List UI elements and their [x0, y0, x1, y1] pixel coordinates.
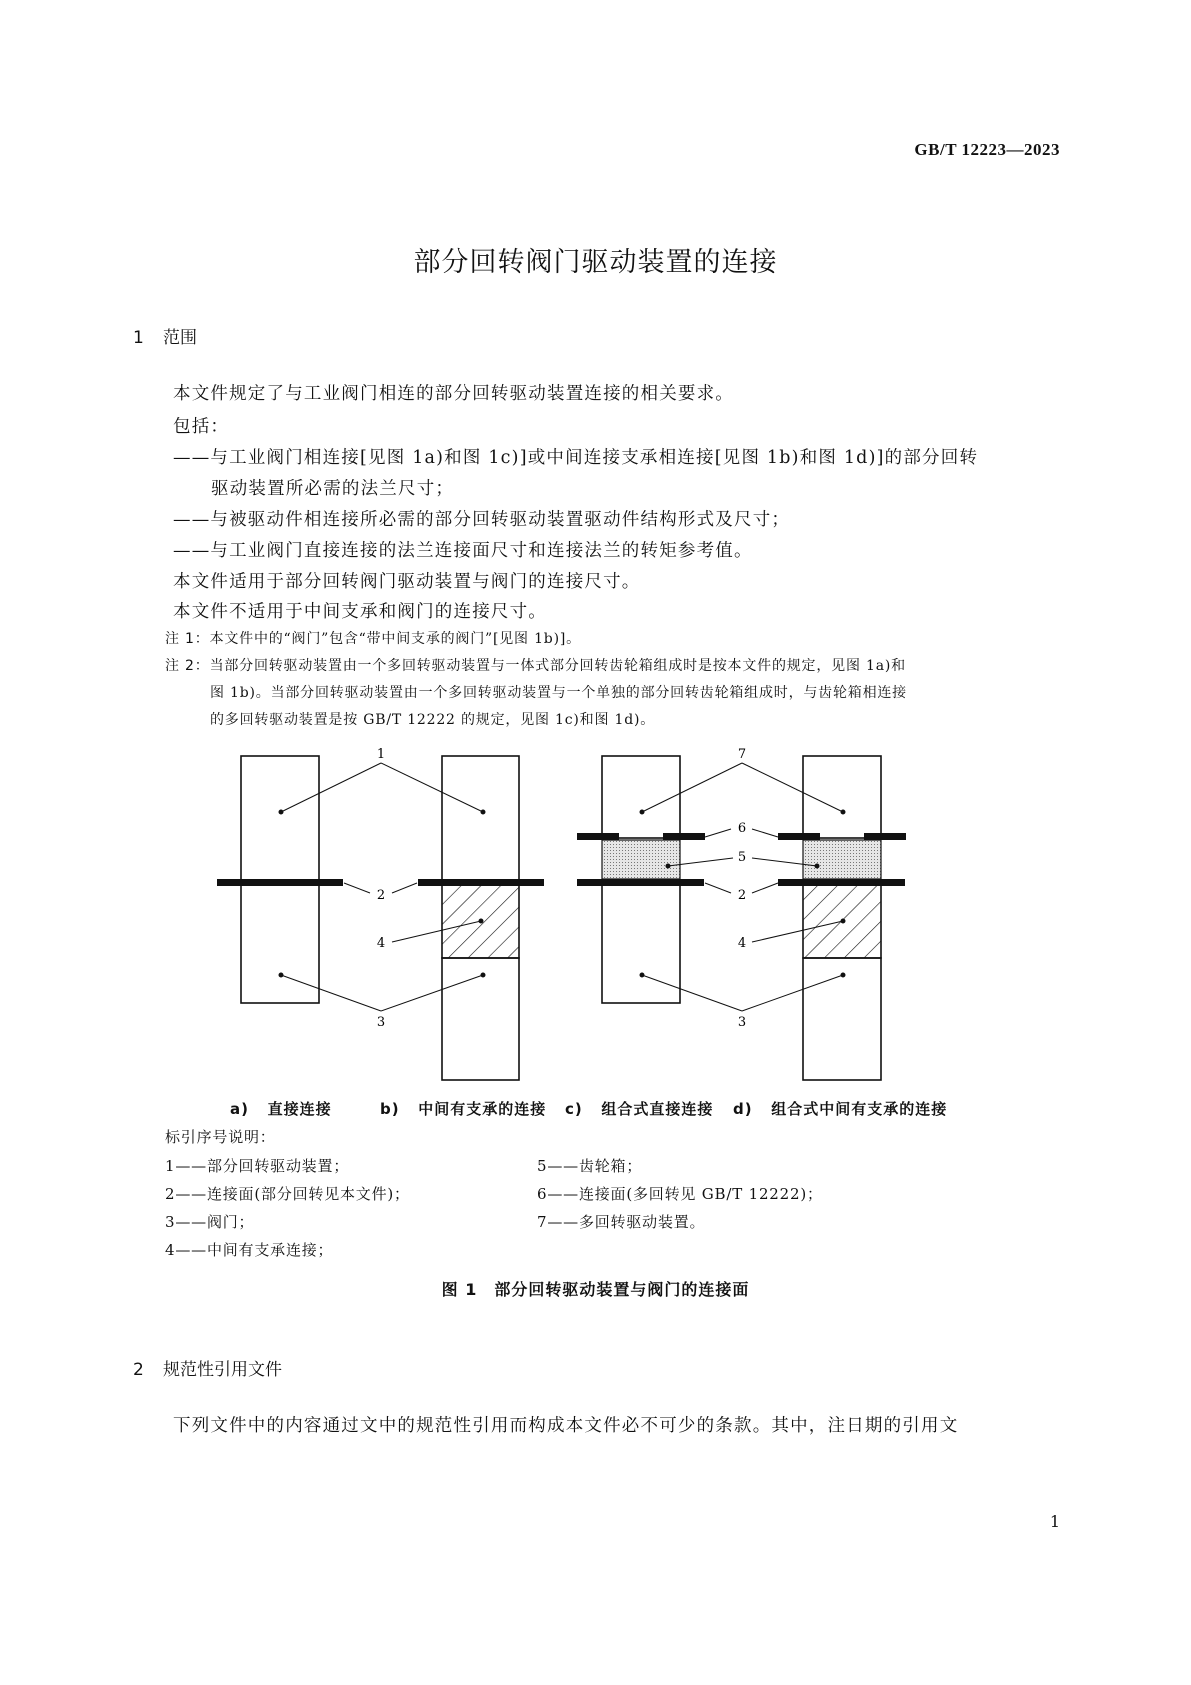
scope-item-1-line-1: ——与工业阀门相连接[见图 1a)和图 1c)]或中间连接支承相连接[见图 1b)和图 1d)]的部分回转	[173, 448, 979, 468]
subcaption-d-label: d)	[733, 1100, 753, 1118]
callout-2-left: 2	[376, 888, 386, 903]
diagram-d-multiturn-actuator	[803, 756, 881, 838]
scope-item-2: ——与被驱动件相连接所必需的部分回转驱动装置驱动件结构形式及尺寸；	[173, 510, 791, 530]
callout-7: 7	[737, 747, 747, 762]
scope-item-1-line-2: 驱动装置所必需的法兰尺寸；	[211, 479, 455, 499]
subcaption-a	[230, 1098, 332, 1119]
legend-item-3: 3——阀门；	[165, 1213, 255, 1231]
scope-paragraph-4: 本文件不适用于中间支承和阀门的连接尺寸。	[173, 602, 547, 622]
subcaption-c-text: 组合式直接连接	[601, 1100, 714, 1118]
references-paragraph-1: 下列文件中的内容通过文中的规范性引用而构成本文件必不可少的条款。其中，注日期的引用文	[173, 1416, 959, 1436]
subcaption-b-label: b)	[380, 1100, 400, 1118]
subcaption-d-text: 组合式中间有支承的连接	[771, 1100, 948, 1118]
note-2-line-2: 图 1b)。当部分回转驱动装置由一个多回转驱动装置与一个单独的部分回转齿轮箱组成时，与齿轮箱相连接	[210, 685, 907, 701]
leader-lines	[279, 763, 845, 1011]
subcaption-b-text: 中间有支承的连接	[418, 1100, 547, 1118]
note-1-label: 注 1：	[165, 631, 210, 647]
diagram-b	[418, 756, 544, 1080]
document-title: 部分回转阀门驱动装置的连接	[413, 247, 778, 278]
diagram-a-actuator	[241, 756, 319, 881]
callout-6: 6	[737, 821, 747, 836]
callout-1: 1	[376, 747, 386, 762]
diagram-b-flange	[418, 879, 544, 886]
diagram-a	[217, 756, 343, 1003]
diagram-c-multiturn-actuator	[602, 756, 680, 838]
section-1-number: 1	[133, 328, 144, 348]
scope-paragraph-1: 本文件规定了与工业阀门相连的部分回转驱动装置连接的相关要求。	[173, 384, 734, 404]
diagram-d-upper-flange-right	[864, 833, 906, 840]
note-2-line-3: 的多回转驱动装置是按 GB/T 12222 的规定，见图 1c)和图 1d)。	[210, 712, 656, 728]
legend-item-4: 4——中间有支承连接；	[165, 1241, 334, 1259]
scope-paragraph-3: 本文件适用于部分回转阀门驱动装置与阀门的连接尺寸。	[173, 572, 641, 592]
page-number: 1	[1049, 1512, 1060, 1531]
note-2-label: 注 2：	[165, 658, 210, 674]
diagram-d-upper-flange-left	[778, 833, 820, 840]
callout-3-right: 3	[737, 1015, 747, 1030]
legend-title: 标引序号说明：	[165, 1128, 276, 1146]
legend-item-7: 7——多回转驱动装置。	[537, 1213, 706, 1231]
diagram-c-upper-flange-left	[577, 833, 619, 840]
scope-item-3: ——与工业阀门直接连接的法兰连接面尺寸和连接法兰的转矩参考值。	[173, 541, 753, 561]
legend-item-1: 1——部分回转驱动装置；	[165, 1157, 350, 1175]
diagram-c-gearbox	[602, 840, 680, 879]
callout-2-right: 2	[737, 888, 747, 903]
note-2-line-1: 当部分回转驱动装置由一个多回转驱动装置与一体式部分回转齿轮箱组成时是按本文件的规定，见图 1a)和	[209, 658, 906, 674]
subcaption-d	[733, 1098, 947, 1119]
section-2-heading	[133, 1355, 282, 1380]
legend-item-6: 6——连接面(多回转见 GB/T 12222)；	[537, 1185, 823, 1203]
subcaption-b	[380, 1098, 546, 1119]
subcaption-a-label: a)	[230, 1100, 249, 1118]
diagram-c-lower-flange	[577, 879, 704, 886]
diagram-a-flange	[217, 879, 343, 886]
diagram-d-lower-flange	[778, 879, 905, 886]
diagram-a-valve	[241, 885, 319, 1003]
legend-item-5: 5——齿轮箱；	[537, 1157, 643, 1175]
diagram-d-gearbox	[803, 840, 881, 879]
diagram-c-upper-flange-right	[663, 833, 705, 840]
section-2-title: 规范性引用文件	[163, 1360, 282, 1380]
subcaption-c	[565, 1098, 713, 1119]
diagram-b-actuator	[442, 756, 519, 881]
subcaption-c-label: c)	[565, 1100, 583, 1118]
callout-5: 5	[737, 850, 747, 865]
scope-paragraph-2: 包括：	[173, 417, 230, 437]
callout-3-left: 3	[376, 1015, 386, 1030]
callout-4-right: 4	[737, 936, 747, 951]
figure-1-title: 图 1 部分回转驱动装置与阀门的连接面	[441, 1280, 750, 1299]
section-1-title: 范围	[163, 328, 197, 348]
callout-4-left: 4	[376, 936, 386, 951]
diagram-d	[778, 756, 906, 1080]
note-1-text: 本文件中的“阀门”包含“带中间支承的阀门”[见图 1b)]。	[209, 631, 581, 647]
legend-item-2: 2——连接面(部分回转见本文件)；	[165, 1185, 410, 1203]
subcaption-a-text: 直接连接	[267, 1100, 332, 1118]
standard-number: GB/T 12223—2023	[914, 140, 1060, 159]
diagram-c-valve	[602, 885, 680, 1003]
diagram-c	[577, 756, 705, 1003]
section-2-number: 2	[133, 1360, 144, 1380]
